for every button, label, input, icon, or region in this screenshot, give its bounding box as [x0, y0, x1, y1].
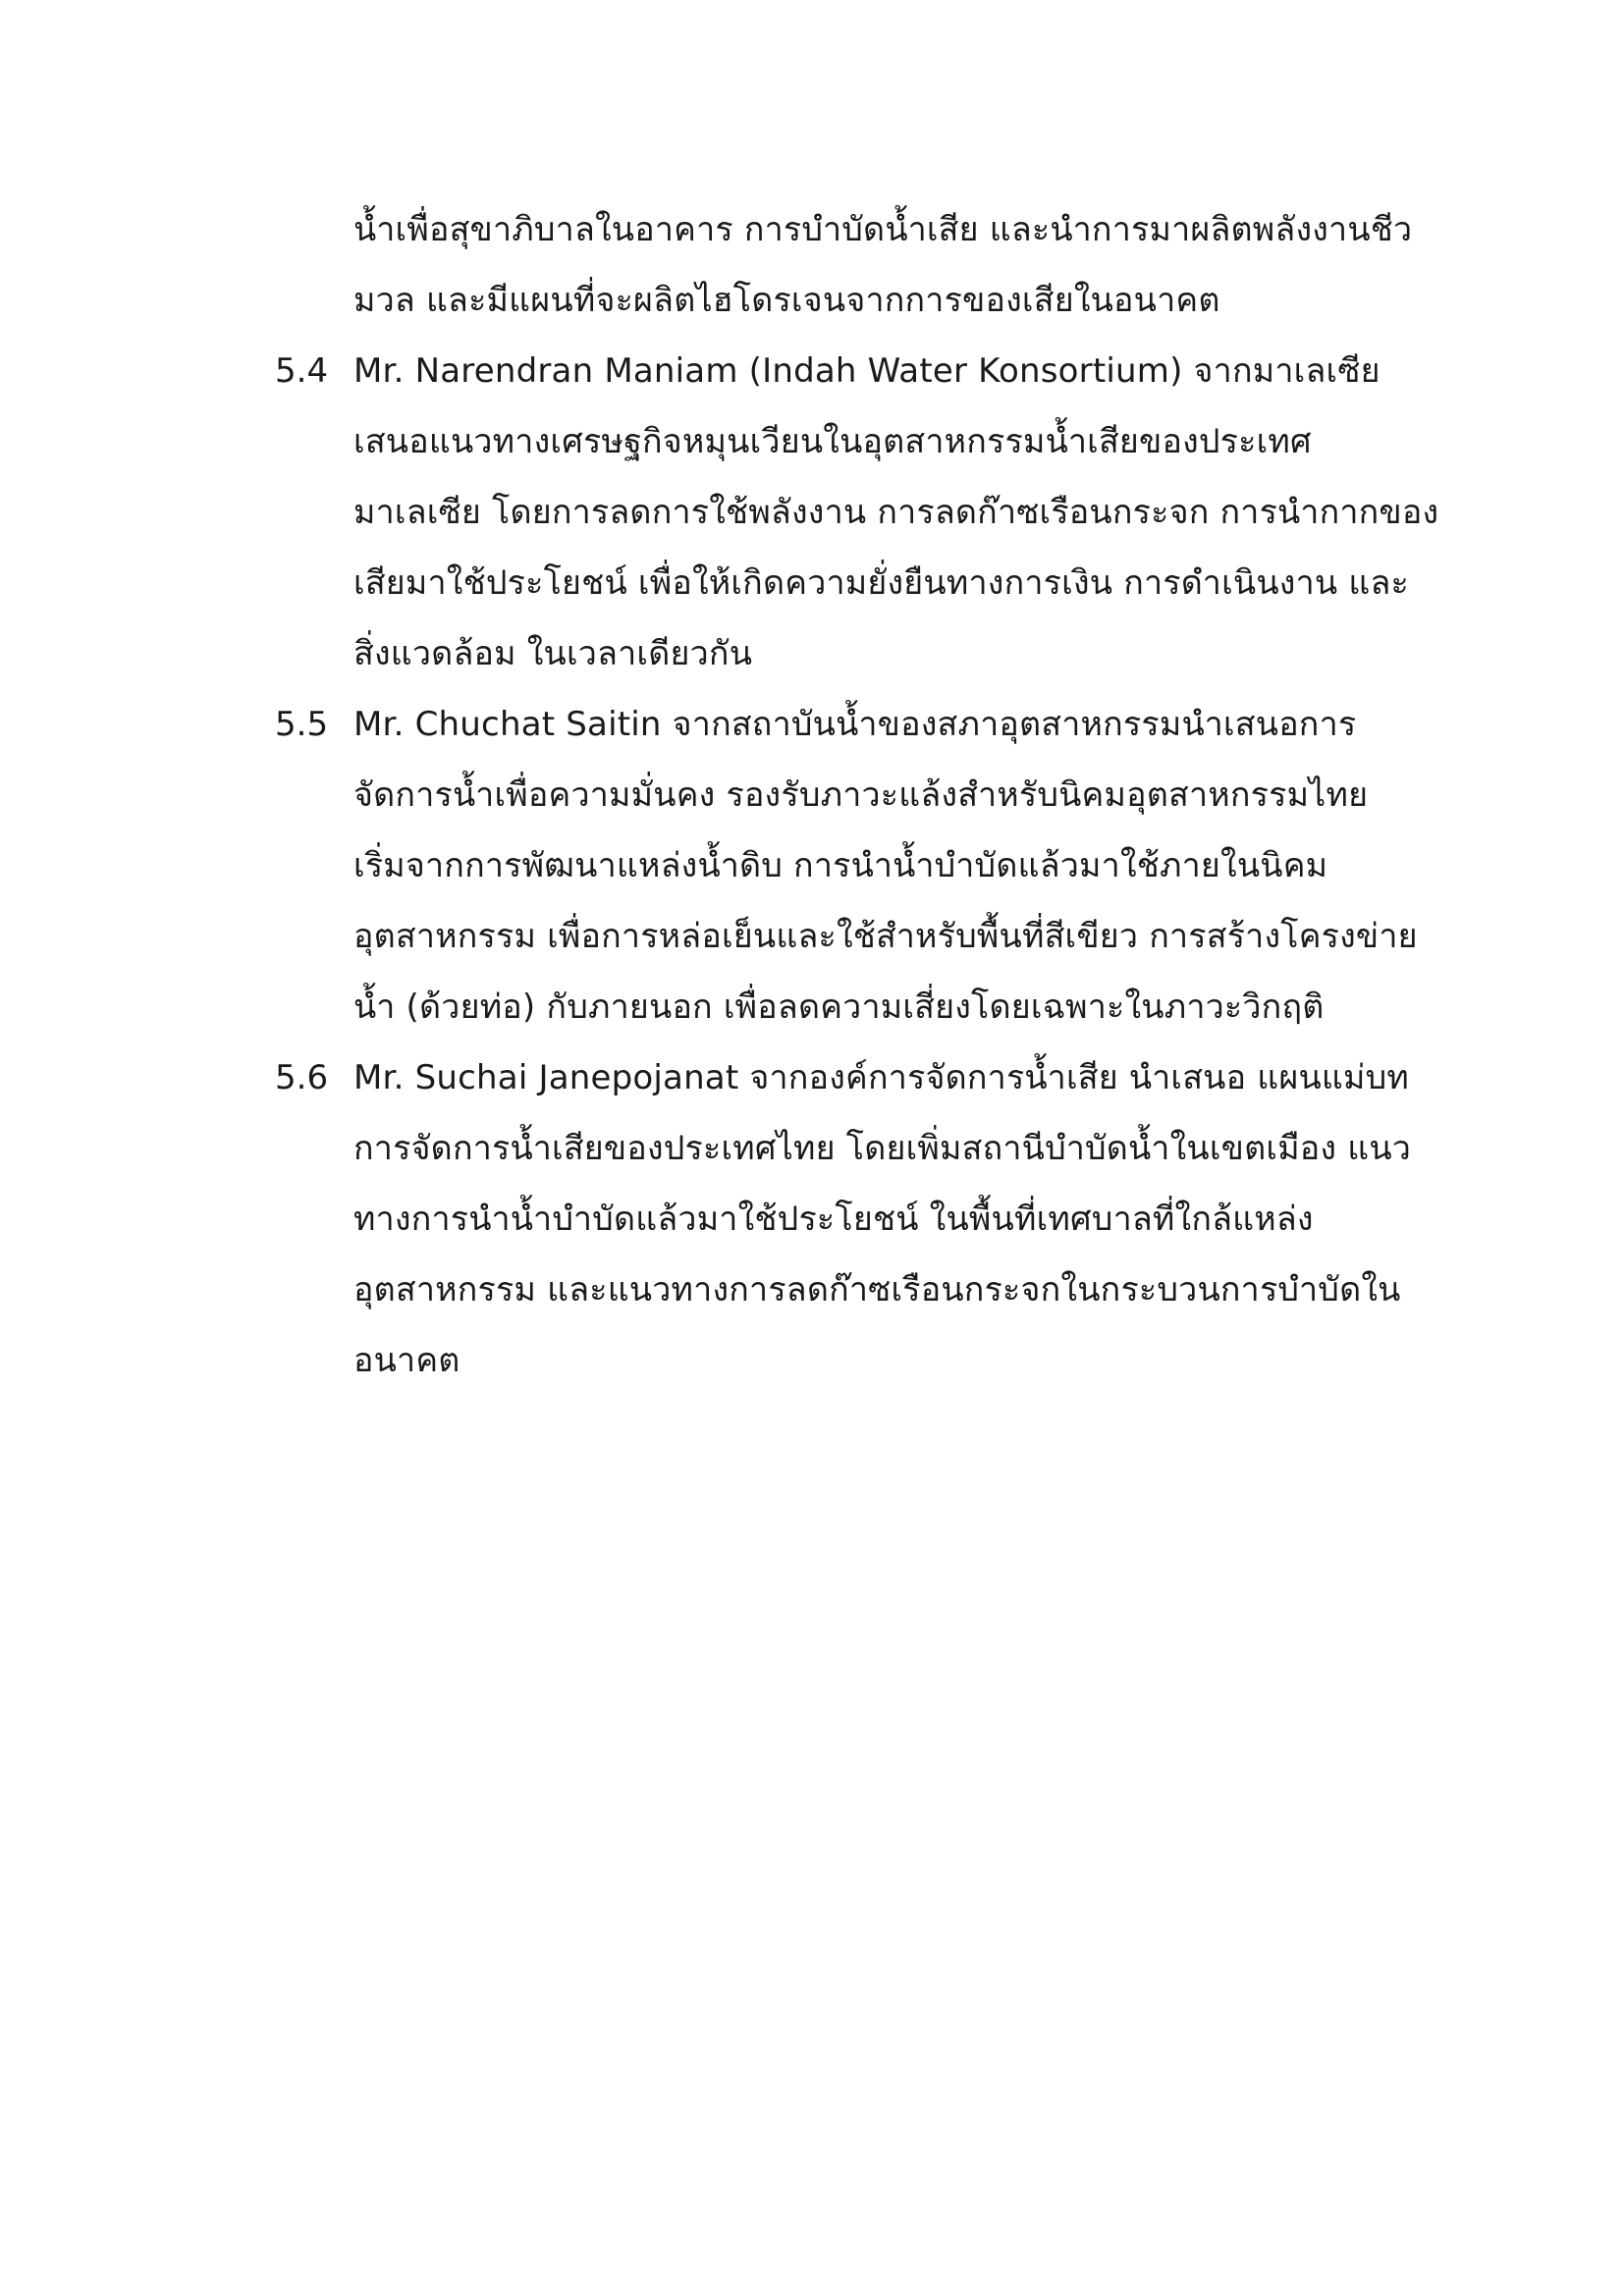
item-line: ทางการนำน้ำบำบัดแล้วมาใช้ประโยชน์ ในพื้นที่เทศบาลที่ใกล้แหล่ง: [353, 1200, 1314, 1239]
item-line: จัดการน้ำเพื่อความมั่นคง รองรับภาวะแล้งสำหรับนิคมอุตสาหกรรมไทย: [353, 775, 1369, 815]
item-line: เริ่มจากการพัฒนาแหล่งน้ำดิบ การนำน้ำบำบัดแล้วมาใช้ภายในนิคม: [353, 846, 1328, 885]
item-line: เสียมาใช้ประโยชน์ เพื่อให้เกิดความยั่งยืนทางการเงิน การดำเนินงาน และ: [353, 563, 1409, 603]
item-line: สิ่งแวดล้อม ในเวลาเดียวกัน: [353, 634, 753, 673]
item-number: 5.5: [275, 705, 329, 744]
item-line: Mr. Chuchat Saitin จากสถาบันน้ำของสภาอุตสาหกรรมนำเสนอการ: [353, 705, 1357, 744]
item-line: Mr. Narendran Maniam (Indah Water Konsortium) จากมาเลเซีย: [353, 351, 1380, 391]
paragraph-line: น้ำเพื่อสุขาภิบาลในอาคาร การบำบัดน้ำเสีย และนำการมาผลิตพลังงานชีว: [353, 210, 1413, 249]
item-line: อนาคต: [353, 1341, 460, 1380]
item-line: การจัดการน้ำเสียของประเทศไทย โดยเพิ่มสถานีบำบัดน้ำในเขตเมือง แนว: [353, 1129, 1412, 1168]
document-body: [275, 194, 1439, 1396]
list-item-5-4: [275, 336, 1439, 689]
continuation-paragraph: [353, 194, 1434, 336]
item-line: อุตสาหกรรม และแนวทางการลดก๊าซเรือนกระจกในกระบวนการบำบัดใน: [353, 1270, 1401, 1309]
item-line: Mr. Suchai Janepojanat จากองค์การจัดการน้ำเสีย นำเสนอ แผนแม่บท: [353, 1058, 1410, 1097]
item-number: 5.6: [275, 1058, 329, 1097]
item-line: อุตสาหกรรม เพื่อการหล่อเย็นและใช้สำหรับพื้นที่สีเขียว การสร้างโครงข่าย: [353, 917, 1418, 956]
list-item-5-5: [275, 689, 1434, 1042]
item-text: [353, 1042, 1434, 1396]
item-number: 5.4: [275, 351, 329, 391]
item-text: [353, 689, 1434, 1042]
item-line: น้ำ (ด้วยท่อ) กับภายนอก เพื่อลดความเสี่ยงโดยเฉพาะในภาวะวิกฤติ: [353, 988, 1325, 1027]
item-line: มาเลเซีย โดยการลดการใช้พลังงาน การลดก๊าซเรือนกระจก การนำกากของ: [353, 493, 1439, 532]
list-item-5-6: [275, 1042, 1434, 1396]
paragraph-line: มวล และมีแผนที่จะผลิตไฮโดรเจนจากการของเสียในอนาคต: [353, 281, 1220, 320]
item-text: [353, 336, 1439, 689]
item-line: เสนอแนวทางเศรษฐกิจหมุนเวียนในอุตสาหกรรมน้ำเสียของประเทศ: [353, 422, 1312, 461]
